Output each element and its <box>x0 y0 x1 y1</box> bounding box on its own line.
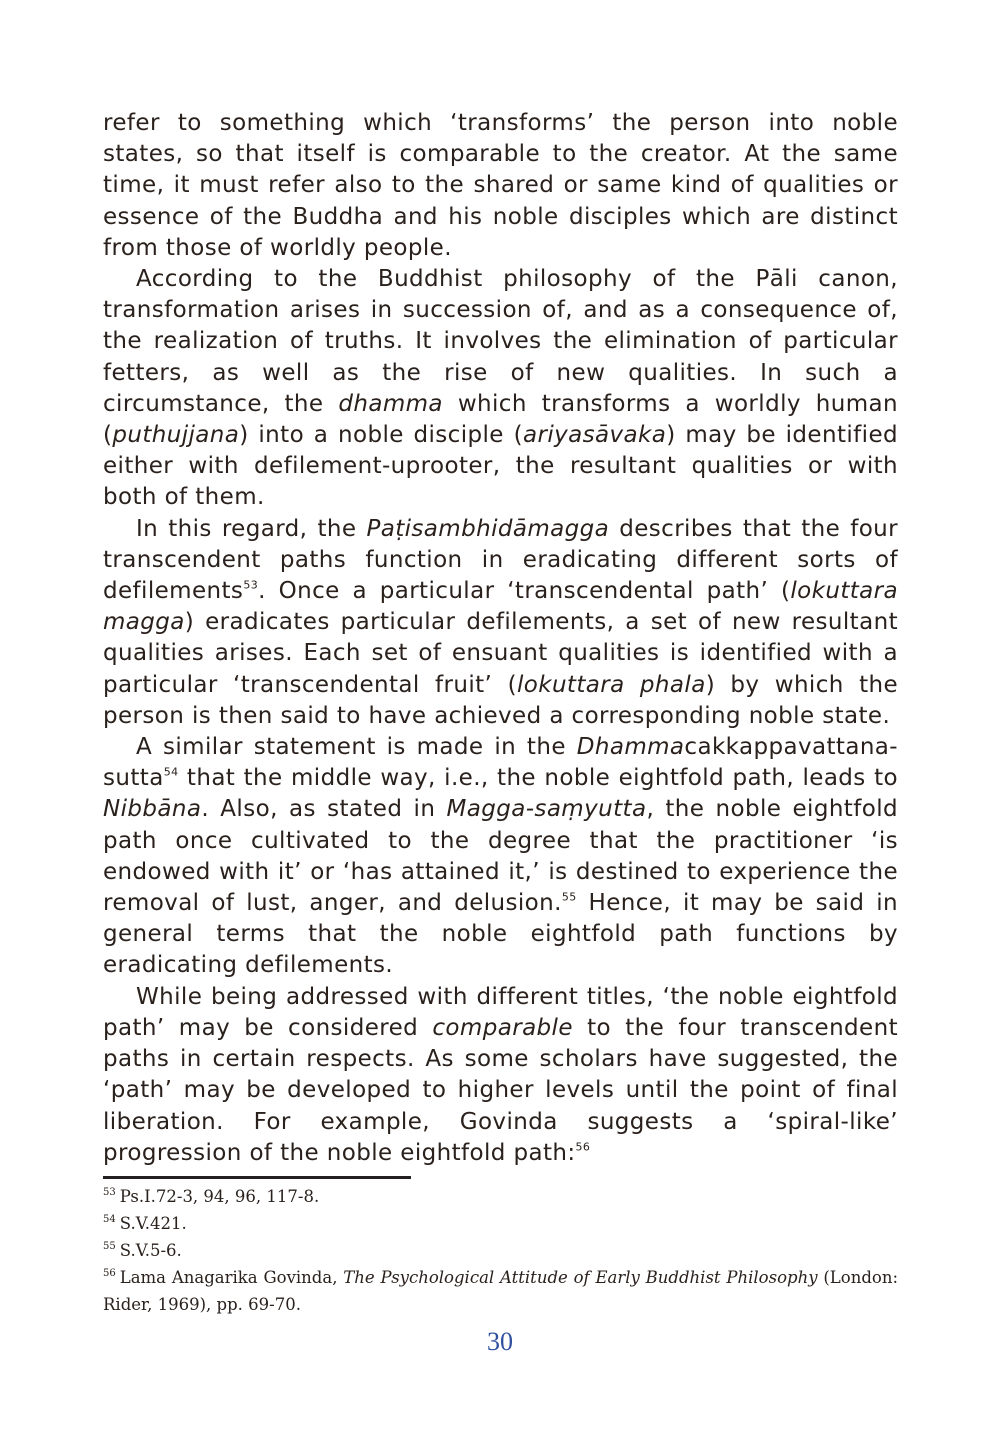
italic-term: Nibbāna <box>103 796 202 823</box>
footnote-separator <box>103 1176 411 1179</box>
text-run: S.V.5-6. <box>119 1241 182 1260</box>
text-run: S.V.421. <box>119 1214 187 1233</box>
italic-term: comparable <box>432 1014 573 1041</box>
italic-term: lokuttara phala <box>516 671 706 698</box>
footnote-reference: 55 <box>561 890 577 904</box>
text-run: cakkappavattana-sutta <box>103 734 898 792</box>
text-run: Hence, it may be said in general terms that the noble eightfold path functions by eradicating defilements. <box>103 890 898 979</box>
text-run: ) by which the person is then said to have achieved a corresponding noble state. <box>103 671 899 729</box>
italic-term: ariyasāvaka <box>522 422 667 449</box>
text-run: , the noble eightfold path once cultivated to the degree that the practitioner ‘is endowed with it’ or ‘has attained it,’ is destined to experience the removal of lust, anger, and delusion. <box>103 796 898 917</box>
text-run: ) may be identified either with defilement-uprooter, the resultant qualities or with both of them. <box>103 422 899 511</box>
footnote <box>103 1183 898 1210</box>
footnotes <box>103 1183 898 1318</box>
text-run: to the four transcendent paths in certain respects. As some scholars have suggested, the ‘path’ may be developed to higher levels until the point of final liberation. For example, Govinda suggests a ‘spiral-like’ progression of the noble eightfold path: <box>103 1014 898 1166</box>
paragraph <box>103 732 898 982</box>
page-number: 30 <box>487 1327 513 1356</box>
body-text <box>103 108 898 1169</box>
text-run: (London: Rider, 1969), pp. 69-70. <box>103 1268 899 1314</box>
paragraph <box>103 108 898 264</box>
paragraph <box>103 982 898 1169</box>
footnote-number: 55 <box>103 1241 116 1252</box>
text-run: According to the Buddhist philosophy of the Pāli canon, transformation arises in succession of, and as a consequence of, the realization of truths. It involves the elimination of particular fetters, as well as the rise of new qualities. In such a circumstance, the <box>103 266 898 417</box>
italic-term: puthujjana <box>112 422 240 449</box>
text-run: describes that the four transcendent paths function in eradicating different sorts of defilements <box>103 515 898 605</box>
paragraph <box>103 514 898 732</box>
footnote <box>103 1210 898 1237</box>
italic-term: The Psychological Attitude of Early Buddhist Philosophy <box>343 1268 818 1287</box>
italic-term: dhamma <box>338 390 443 417</box>
footnote-number: 53 <box>103 1187 116 1198</box>
text-run: . Once a particular ‘transcendental path’ ( <box>258 578 791 605</box>
italic-term: Paṭisambhidāmagga <box>366 515 610 542</box>
text-run: While being addressed with different titles, ‘the noble eightfold path’ may be considered <box>103 983 898 1041</box>
footnote-number: 56 <box>103 1268 116 1279</box>
text-run: which transforms a worldly human ( <box>103 390 898 449</box>
italic-term: Magga-saṃyutta <box>446 796 647 823</box>
text-run: In this regard, the <box>136 515 367 542</box>
text-run: that the middle way, i.e., the noble eightfold path, leads to <box>178 765 898 792</box>
text-run: Ps.I.72-3, 94, 96, 117-8. <box>119 1187 320 1206</box>
footnote-reference: 53 <box>243 578 259 592</box>
footnote <box>103 1237 898 1264</box>
footnote-reference: 54 <box>163 765 179 779</box>
text-run: A similar statement is made in the <box>136 734 577 761</box>
paragraph <box>103 264 898 514</box>
footnote-reference: 56 <box>575 1140 591 1154</box>
text-run: ) into a noble disciple ( <box>239 422 523 449</box>
text-run: Lama Anagarika Govinda, <box>119 1268 344 1287</box>
text-run: . Also, as stated in <box>201 796 447 823</box>
text-run: ) eradicates particular defilements, a set of new resultant qualities arises. Each set of ensuant qualities is identified with a particular ‘transcendental fruit’ ( <box>103 609 898 698</box>
footnote-number: 54 <box>103 1214 116 1225</box>
text-run: refer to something which ‘transforms’ the person into noble states, so that itself is comparable to the creator. At the same time, it must refer also to the shared or same kind of qualities or essence of the Buddha and his noble disciples which are distinct from those of worldly people. <box>103 110 898 261</box>
italic-term: Dhamma <box>576 734 685 761</box>
footnote <box>103 1264 898 1318</box>
italic-term: lokuttara magga <box>103 578 898 636</box>
